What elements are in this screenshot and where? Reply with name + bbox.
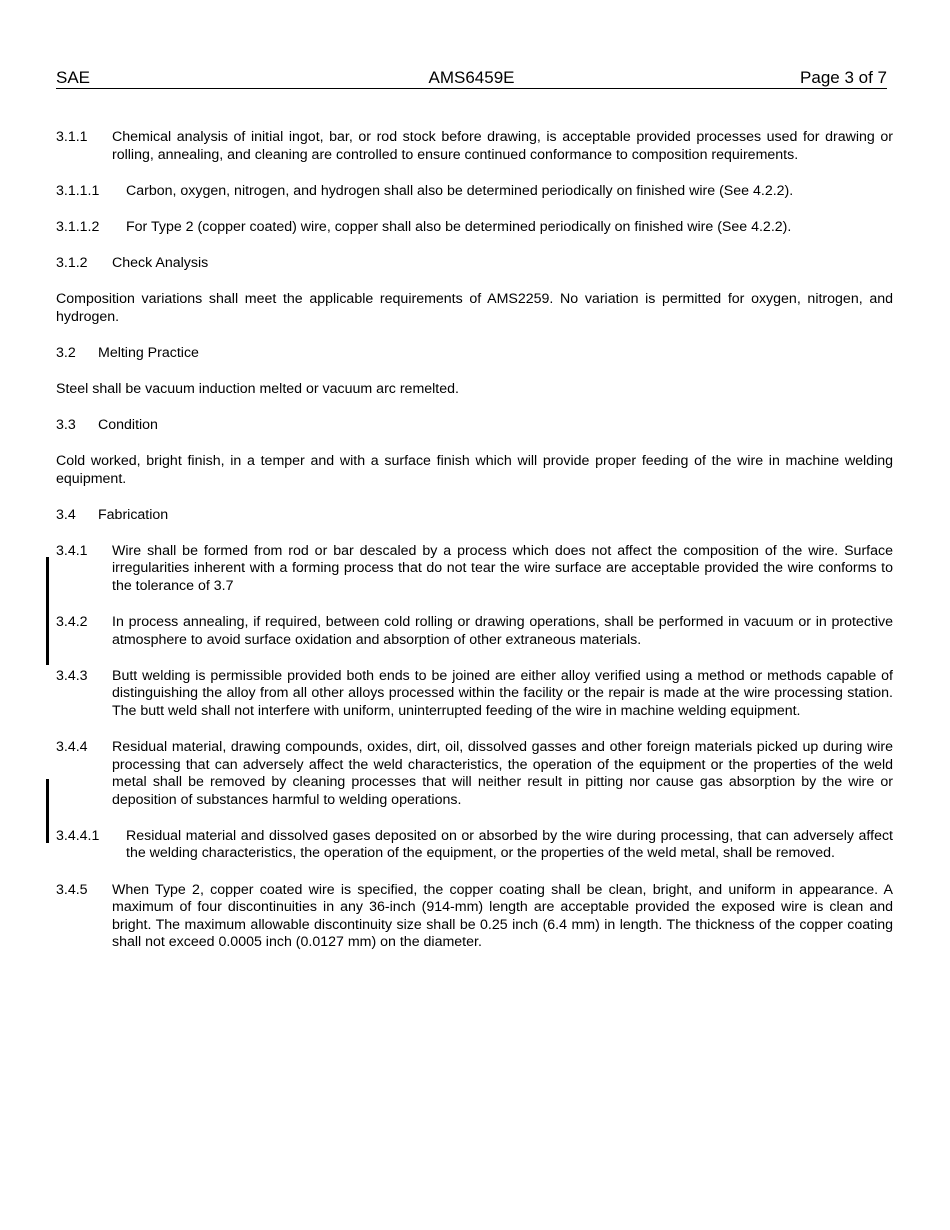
section-number: 3.4.1: [56, 542, 88, 559]
section-3-4-2: [56, 614, 893, 649]
revision-bar-3-4-1: [46, 557, 49, 665]
document-body: [56, 129, 893, 970]
header-page-number: Page 3 of 7: [800, 68, 887, 87]
page-header: [56, 68, 887, 89]
section-number: 3.1.2: [56, 254, 88, 271]
revision-bar-3-4-4: [46, 779, 49, 843]
section-number: 3.2: [56, 344, 76, 361]
section-number: 3.4.4: [56, 738, 88, 755]
section-text: Wire shall be formed from rod or bar descaled by a process which does not affect the composition of the wire. Surface irregularities inherent with a forming process that do not tear the wire surface are acceptable provided the wire conforms to the tolerance of 3.7: [112, 542, 893, 594]
section-heading: Melting Practice: [98, 344, 199, 361]
section-text: Chemical analysis of initial ingot, bar, or rod stock before drawing, is acceptable provided processes used for drawing or rolling, annealing, and cleaning are controlled to ensure continued conformance to composition requirements.: [112, 129, 893, 163]
section-3-2-heading: [56, 345, 893, 363]
section-3-1-1: [56, 129, 893, 164]
section-3-1-1-2: [56, 219, 893, 237]
section-number: 3.4: [56, 506, 76, 523]
section-number: 3.4.4.1: [56, 827, 100, 844]
section-text: In process annealing, if required, between cold rolling or drawing operations, shall be performed in vacuum or in protective atmosphere to avoid surface oxidation and absorption of other extraneous materials.: [112, 614, 893, 648]
section-text: When Type 2, copper coated wire is specified, the copper coating shall be clean, bright, and uniform in appearance. A maximum of four discontinuities in any 36-inch (914-mm) length are acceptable provided the exposed wire is clean and bright. The maximum allowable discontinuity size shall be 0.25 inch (6.4 mm) in length. The thickness of the copper coating shall not exceed 0.0005 inch (0.0127 mm) on the diameter.: [112, 881, 893, 951]
section-heading: Check Analysis: [112, 254, 209, 271]
section-heading: Fabrication: [98, 506, 169, 523]
section-number: 3.4.5: [56, 881, 88, 898]
section-3-1-2-heading: [56, 255, 893, 273]
section-3-1-1-1: [56, 183, 893, 201]
section-text: Carbon, oxygen, nitrogen, and hydrogen shall also be determined periodically on finished wire (See 4.2.2).: [126, 182, 794, 199]
section-number: 3.1.1.2: [56, 218, 100, 235]
section-3-4-4-1: [56, 828, 893, 863]
section-number: 3.1.1.1: [56, 182, 100, 199]
section-3-4-3: [56, 668, 893, 721]
section-number: 3.3: [56, 416, 76, 433]
section-3-4-4: [56, 739, 893, 809]
section-3-3-heading: [56, 417, 893, 435]
section-number: 3.4.3: [56, 667, 88, 684]
section-text: Residual material and dissolved gases deposited on or absorbed by the wire during processing, that can adversely affect the welding characteristics, the operation of the equipment, or the properties of the weld metal, shall be removed.: [126, 827, 893, 862]
check-analysis-body: Composition variations shall meet the applicable requirements of AMS2259. No variation is permitted for oxygen, nitrogen, and hydrogen.: [56, 290, 893, 325]
header-org: SAE: [56, 68, 91, 87]
condition-body: Cold worked, bright finish, in a temper and with a surface finish which will provide proper feeding of the wire in machine welding equipment.: [56, 452, 893, 487]
section-3-4-5: [56, 882, 893, 952]
section-3-4-heading: [56, 507, 893, 525]
section-3-4-1: [56, 543, 893, 596]
section-text: Residual material, drawing compounds, oxides, dirt, oil, dissolved gasses and other foreign materials picked up during wire processing that can adversely affect the weld characteristics, the operation of the equipment or the properties of the weld metal shall be removed by cleaning processes that will neither result in pitting nor cause gas absorption by the wire or deposition of substances harmful to welding operations.: [112, 738, 893, 808]
header-doc-number: AMS6459E: [428, 68, 515, 87]
section-heading: Condition: [98, 416, 158, 433]
section-text: Butt welding is permissible provided both ends to be joined are either alloy verified using a method or methods capable of distinguishing the alloy from all other alloys processed within the facility or the repair is made at the wire processing station. The butt weld shall not interfere with uniform, uninterrupted feeding of the wire in machine welding equipment.: [112, 667, 893, 719]
section-number: 3.4.2: [56, 614, 88, 630]
melting-practice-body: Steel shall be vacuum induction melted or vacuum arc remelted.: [56, 380, 459, 397]
section-number: 3.1.1: [56, 129, 88, 145]
section-text: For Type 2 (copper coated) wire, copper shall also be determined periodically on finished wire (See 4.2.2).: [126, 218, 792, 235]
